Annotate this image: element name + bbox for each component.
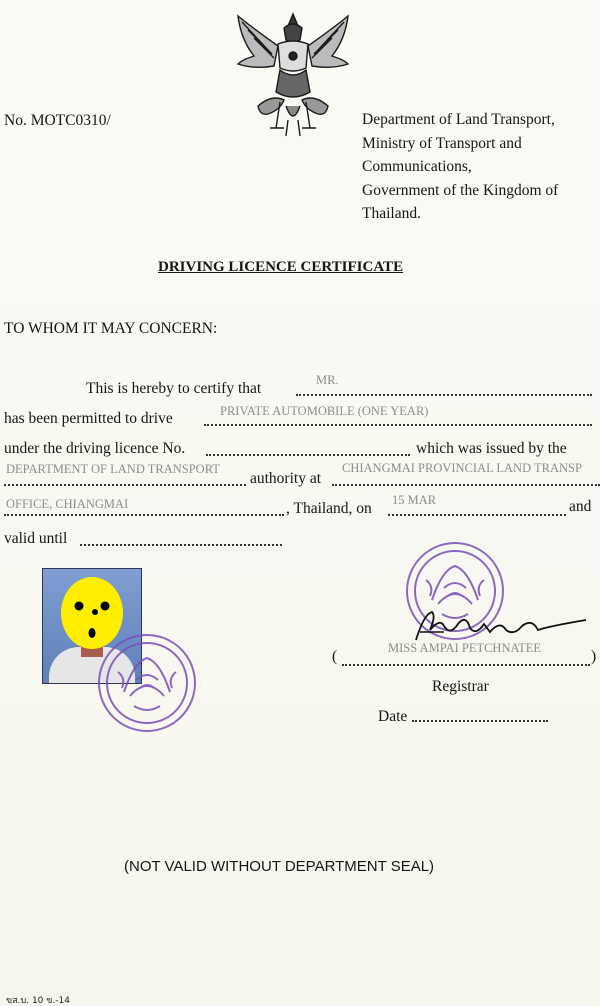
garuda-emblem-icon bbox=[228, 10, 358, 142]
valid-until-line bbox=[80, 544, 282, 546]
close-paren: ) bbox=[591, 648, 597, 665]
validity-note: (NOT VALID WITHOUT DEPARTMENT SEAL) bbox=[124, 858, 435, 875]
vehicle-field-line bbox=[204, 424, 592, 426]
issuer-field-line bbox=[4, 484, 246, 486]
registrar-date-label: Date bbox=[378, 708, 408, 725]
certify-text: This is hereby to certify that bbox=[86, 380, 262, 397]
date-field-line bbox=[388, 514, 566, 516]
office-field-value-2: OFFICE, CHIANGMAI bbox=[6, 497, 129, 511]
office-field-line bbox=[332, 484, 600, 486]
issued-by-text: which was issued by the bbox=[416, 440, 567, 457]
valid-until-text: valid until bbox=[4, 530, 68, 547]
form-code: ขส.บ. 10 ข.-14 bbox=[6, 996, 70, 1006]
document-number: No. MOTC0310/ bbox=[4, 112, 111, 129]
vehicle-field-value: PRIVATE AUTOMOBILE (ONE YEAR) bbox=[220, 404, 429, 418]
issuer-line: Thailand. bbox=[362, 205, 421, 222]
name-field-value: MR. bbox=[316, 373, 339, 387]
issuer-line: Ministry of Transport and bbox=[362, 134, 522, 152]
permitted-text: has been permitted to drive bbox=[4, 410, 173, 427]
office-field-value-1: CHIANGMAI PROVINCIAL LAND TRANSP bbox=[342, 461, 582, 475]
registrar-date-line bbox=[412, 720, 548, 722]
registrar-title: Registrar bbox=[432, 678, 489, 695]
issuer-field-value: DEPARTMENT OF LAND TRANSPORT bbox=[6, 462, 220, 476]
office-field-line-2 bbox=[4, 514, 284, 516]
registrar-name: MISS AMPAI PETCHNATEE bbox=[388, 641, 542, 655]
licence-text: under the driving licence No. bbox=[4, 440, 186, 457]
name-field-line bbox=[296, 394, 592, 396]
open-paren: ( bbox=[332, 648, 338, 665]
department-seal-icon bbox=[96, 632, 198, 734]
thailand-on-text: , Thailand, on bbox=[286, 500, 372, 517]
certificate-title: DRIVING LICENCE CERTIFICATE bbox=[158, 259, 404, 275]
salutation: TO WHOM IT MAY CONCERN: bbox=[4, 320, 218, 337]
registrar-signature-icon bbox=[410, 606, 590, 646]
date-field-value: 15 MAR bbox=[392, 493, 437, 507]
issuer-line: Department of Land Transport, bbox=[362, 111, 555, 128]
registrar-name-line bbox=[342, 664, 590, 666]
authority-text: authority at bbox=[250, 470, 322, 487]
issuer-address bbox=[362, 108, 558, 226]
and-text: and bbox=[569, 498, 592, 515]
issuer-line: Government of the Kingdom of bbox=[362, 181, 559, 199]
issuer-line: Communications, bbox=[362, 158, 472, 175]
licence-number-line bbox=[206, 454, 410, 456]
